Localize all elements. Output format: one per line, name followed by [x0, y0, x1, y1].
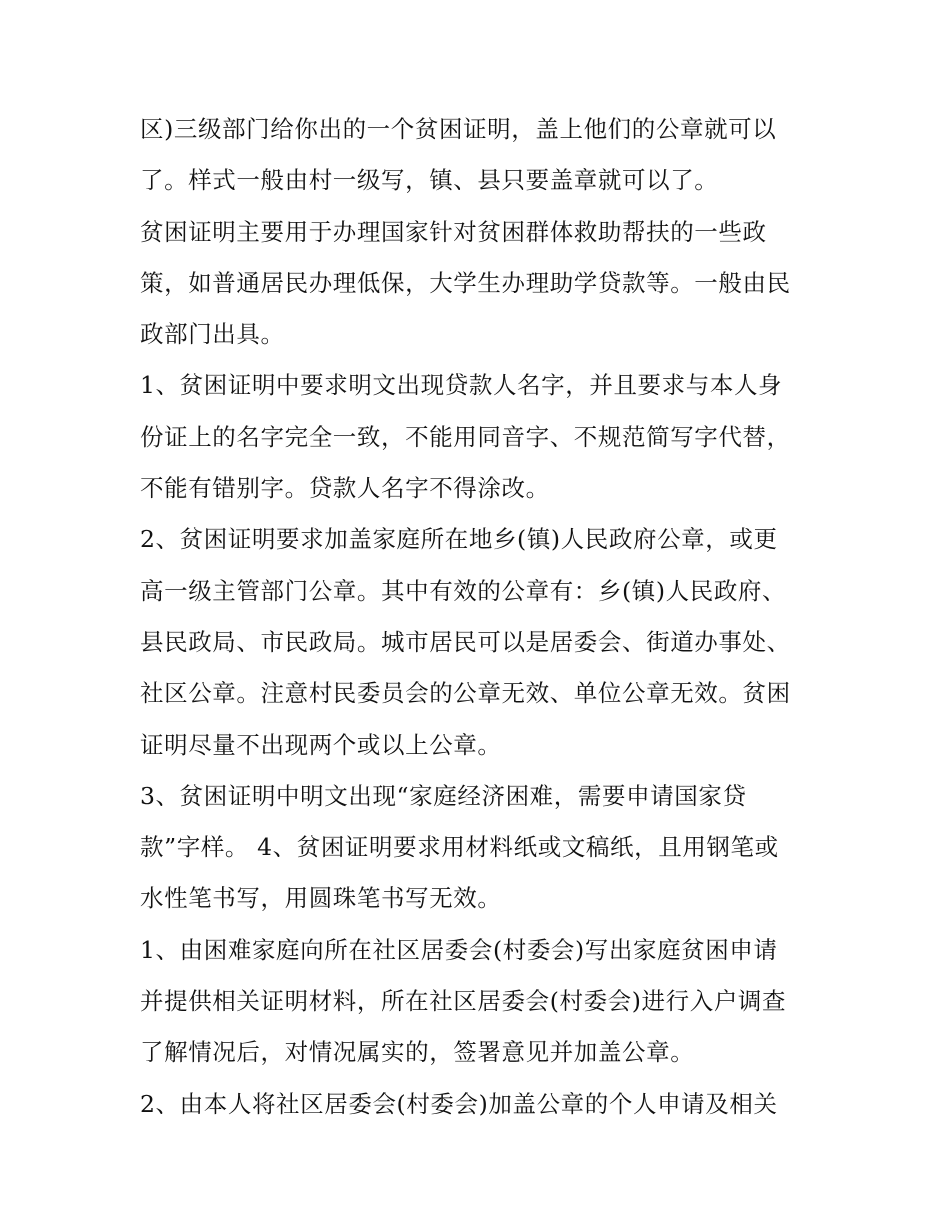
text-line: 了。样式一般由村一级写，镇、县只要盖章就可以了。: [140, 166, 719, 195]
body-text: [140, 104, 830, 1130]
text-line: 份证上的名字完全一致，不能用同音字、不规范简写字代替，: [140, 422, 791, 451]
text-line: 策，如普通居民办理低保，大学生办理助学贷款等。一般由民: [140, 268, 791, 297]
text-line: 不能有错别字。贷款人名字不得涂改。: [140, 474, 550, 503]
text-line: 社区公章。注意村民委员会的公章无效、单位公章无效。贫困: [140, 679, 791, 708]
text-line: 区)三级部门给你出的一个贫困证明，盖上他们的公章就可以: [140, 115, 777, 143]
text-line: 水性笔书写，用圆珠笔书写无效。: [140, 884, 502, 913]
text-line: 1、由困难家庭向所在社区居委会(村委会)写出家庭贫困申请: [140, 935, 778, 964]
text-line: 并提供相关证明材料，所在社区居委会(村委会)进行入户调查: [140, 987, 787, 1016]
text-line: 了解情况后，对情况属实的，签署意见并加盖公章。: [140, 1038, 695, 1067]
text-line: 县民政局、市民政局。城市居民可以是居委会、街道办事处、: [140, 627, 791, 656]
text-line: 款”字样。 4、贫困证明要求用材料纸或文稿纸，且用钢笔或: [140, 833, 779, 862]
text-line: 高一级主管部门公章。其中有效的公章有：乡(镇)人民政府、: [140, 576, 787, 605]
text-line: 1、贫困证明中要求明文出现贷款人名字，并且要求与本人身: [140, 371, 783, 400]
text-line: 贫困证明主要用于办理国家针对贫困群体救助帮扶的一些政: [140, 217, 767, 246]
text-line: 证明尽量不出现两个或以上公章。: [140, 730, 502, 759]
text-line: 2、由本人将社区居委会(村委会)加盖公章的个人申请及相关: [140, 1089, 778, 1118]
text-line: 3、贫困证明中明文出现“家庭经济困难，需要申请国家贷: [140, 781, 747, 810]
text-line: 政部门出具。: [140, 320, 285, 349]
text-line: 2、贫困证明要求加盖家庭所在地乡(镇)人民政府公章，或更: [140, 525, 778, 554]
